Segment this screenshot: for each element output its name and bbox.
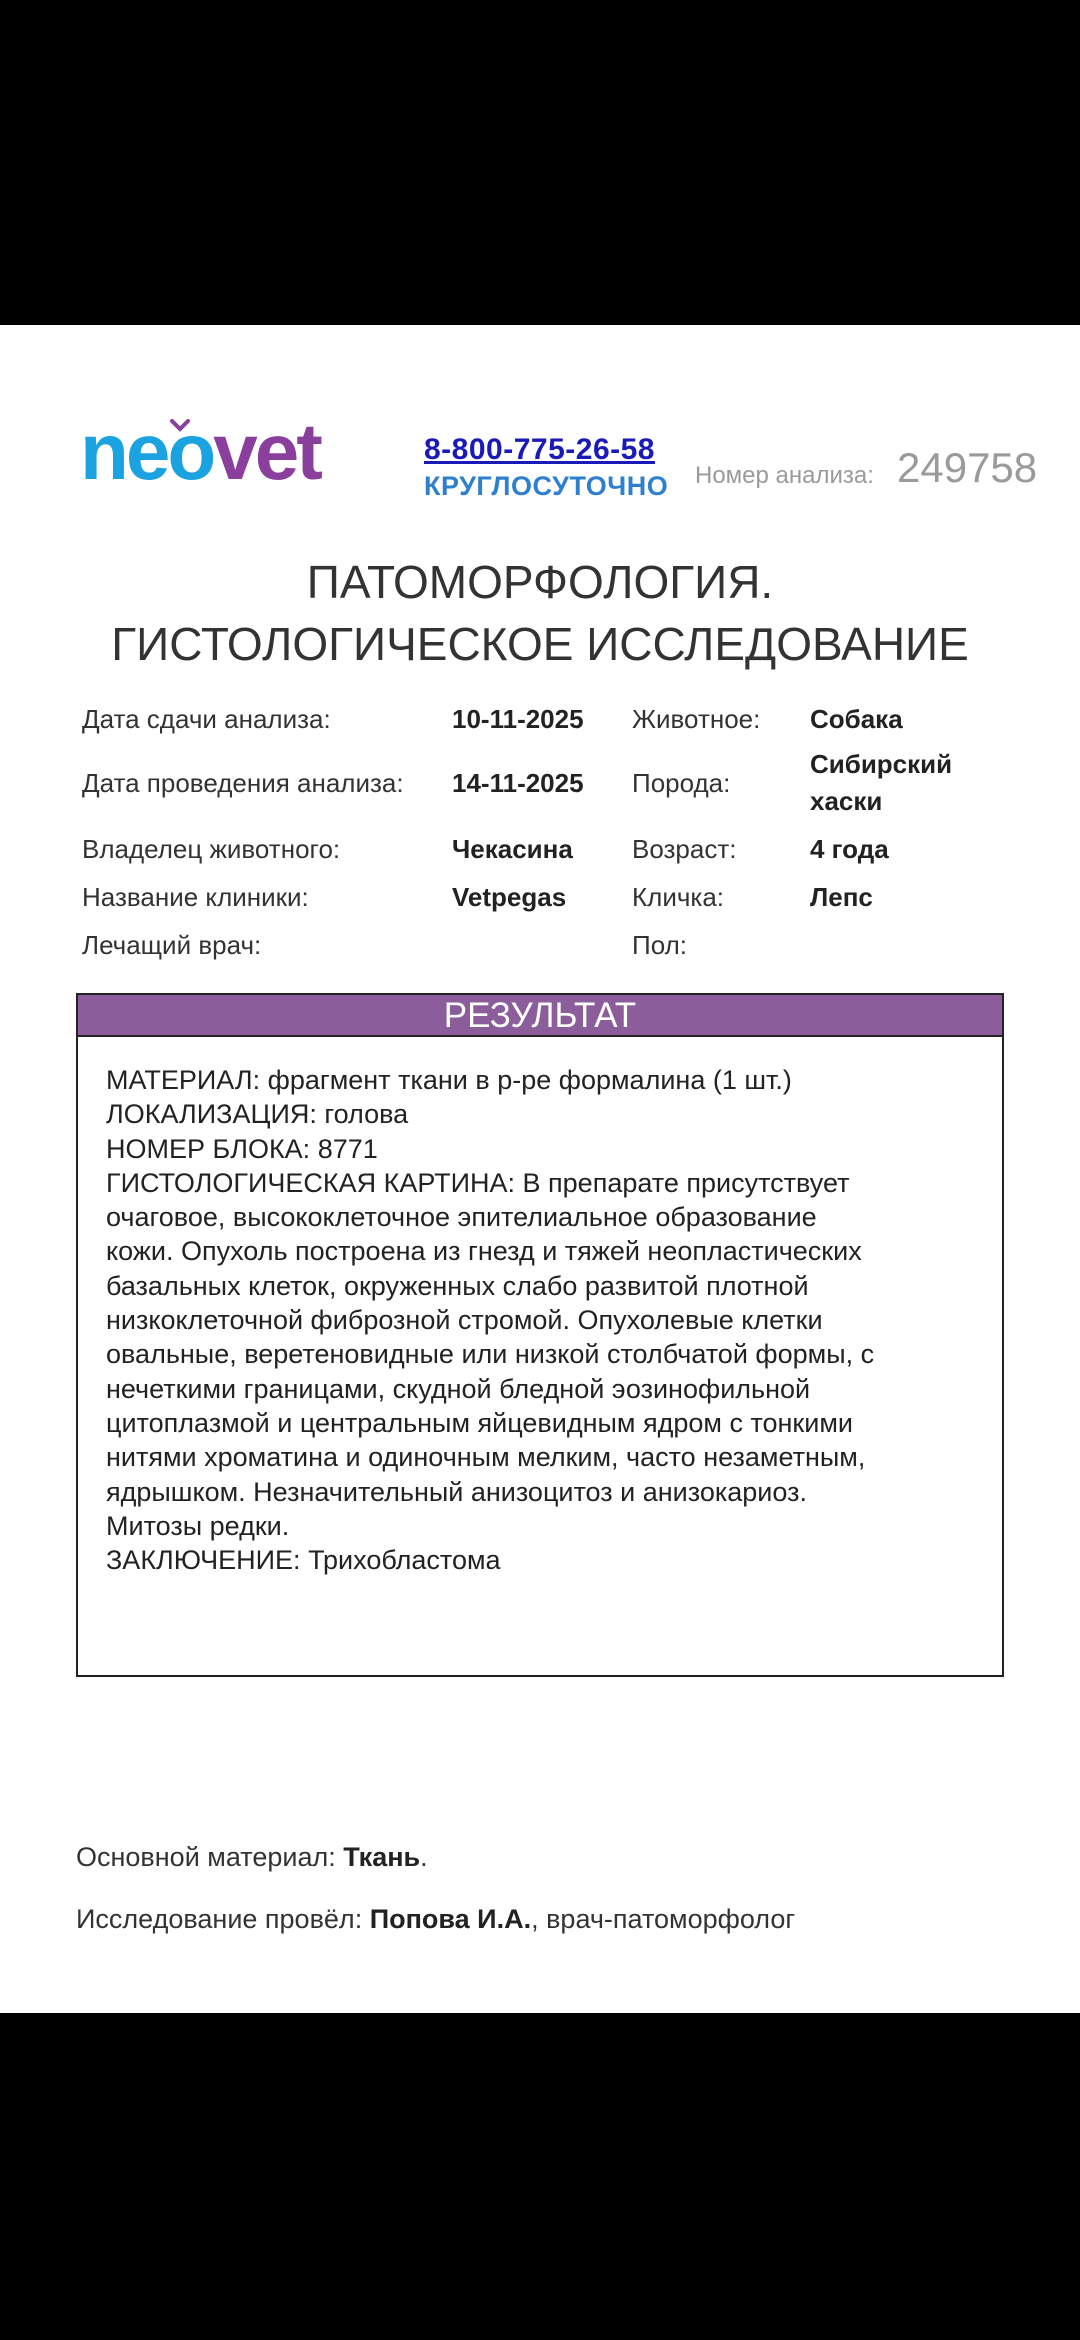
breed-value-line2: хаски (810, 786, 883, 816)
age-label: Возраст: (632, 834, 737, 864)
result-line: ГИСТОЛОГИЧЕСКАЯ КАРТИНА: В препарате присутствует (106, 1167, 850, 1198)
hotline-hours: КРУГЛОСУТОЧНО (424, 471, 669, 501)
result-line: ЗАКЛЮЧЕНИЕ: Трихобластома (106, 1545, 501, 1576)
result-line: Митозы редки. (106, 1510, 290, 1541)
document-title-line2: ГИСТОЛОГИЧЕСКОЕ ИССЛЕДОВАНИЕ (111, 618, 969, 670)
performer-label: Исследование провёл: (76, 1904, 370, 1934)
sex-label: Пол: (632, 930, 687, 960)
result-line: цитоплазмой и центральным яйцевидным ядром с тонкими (106, 1407, 853, 1438)
animal-value: Собака (810, 704, 903, 734)
result-text (106, 1063, 986, 1577)
result-line: базальных клеток, окруженных слабо развитой плотной (106, 1270, 809, 1301)
performer-name: Попова И.А. (369, 1904, 532, 1934)
result-line: нечеткими границами, скудной бледной эозинофильной (106, 1373, 811, 1404)
doctor-label: Лечащий врач: (82, 930, 262, 960)
result-line: МАТЕРИАЛ: фрагмент ткани в р-ре формалина (1 шт.) (106, 1065, 792, 1095)
exam-date-label: Дата проведения анализа: (82, 768, 404, 798)
result-line: овальные, веретеновидные или низкой столбчатой формы, с (106, 1339, 875, 1370)
main-material-line (76, 1842, 428, 1873)
performer-line (76, 1904, 795, 1935)
animal-label: Животное: (632, 704, 761, 734)
result-line: ядрышком. Незначительный анизоцитоз и анизокариоз. (106, 1476, 807, 1507)
analysis-number-label: Номер анализа: (695, 462, 874, 489)
submit-date-value: 10-11-2025 (452, 704, 584, 734)
result-line: низкоклеточной фиброзной стромой. Опухолевые клетки (106, 1305, 823, 1336)
result-line: нитями хроматина и одиночным мелким, часто незаметным, (106, 1442, 866, 1473)
result-line: кожи. Опухоль построена из гнезд и тяжей неопластических (106, 1236, 862, 1267)
breed-value-line1: Сибирский (810, 749, 953, 779)
main-material-value: Ткань (343, 1842, 421, 1872)
result-header: РЕЗУЛЬТАТ (76, 993, 1004, 1037)
breed-label: Порода: (632, 768, 731, 798)
result-line: НОМЕР БЛОКА: 8771 (106, 1133, 378, 1164)
hotline-phone-link[interactable]: 8-800-775-26-58 (424, 433, 655, 466)
neovet-logo (80, 413, 374, 493)
performer-role: , врач-патоморфолог (531, 1904, 796, 1934)
submit-date-label: Дата сдачи анализа: (82, 704, 331, 734)
result-line: ЛОКАЛИЗАЦИЯ: голова (106, 1099, 409, 1130)
owner-value: Чекасина (452, 834, 573, 864)
clinic-label: Название клиники: (82, 882, 309, 912)
pet-name-label: Кличка: (632, 882, 725, 912)
owner-label: Владелец животного: (82, 834, 341, 864)
result-line: очаговое, высококлеточное эпителиальное образование (106, 1202, 817, 1233)
main-material-suffix: . (420, 1842, 428, 1872)
analysis-number: 249758 (897, 444, 1038, 491)
clinic-value: Vetpegas (452, 882, 567, 912)
exam-date-value: 14-11-2025 (452, 768, 584, 798)
pet-name-value: Лепс (810, 882, 873, 912)
document-title-line1: ПАТОМОРФОЛОГИЯ. (306, 556, 774, 608)
result-box (76, 1037, 1004, 1677)
svg-text:neovet: neovet (80, 413, 320, 493)
age-value: 4 года (810, 834, 889, 864)
document-page (0, 325, 1080, 2013)
main-material-label: Основной материал: (76, 1842, 344, 1872)
